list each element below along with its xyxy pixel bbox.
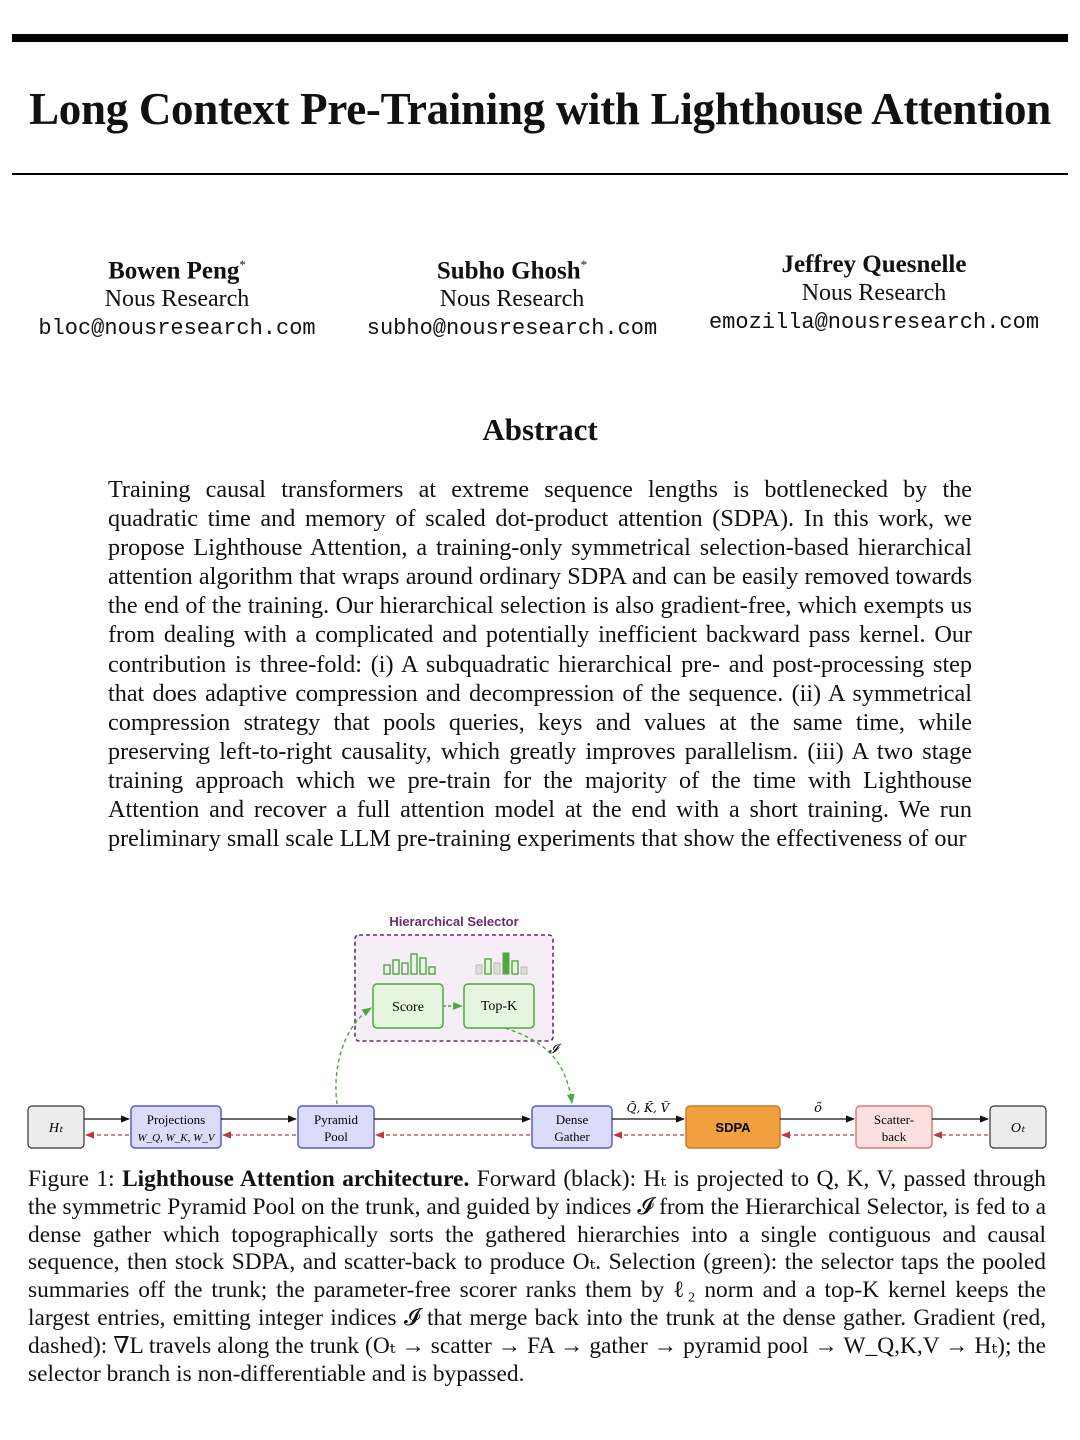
author-name: Bowen Peng [108, 257, 240, 285]
architecture-figure [0, 905, 1080, 1165]
author-affiliation: Nous Research [439, 286, 585, 313]
author-name: Subho Ghosh [436, 257, 581, 285]
equal-contribution-mark: * [580, 257, 588, 272]
projections-label: Projections [146, 1112, 206, 1127]
figure-caption [28, 1166, 1046, 1388]
indices-label: 𝓘 [549, 1042, 558, 1057]
author-block [22, 250, 332, 343]
abstract-body: Training causal transformers at extreme sequence lengths is bottlenecked by the quadratic time and memory of scaled dot-product attention (SDPA). In this work, we propose Lighthouse Attention, a training-only symmetrical selection-based hierarchical attention algorithm that wraps around ordinary SDPA and can be easily removed towards the end of the training. Our hierarchical selection is also gradient-free, which exempts us from dealing with a complicated and potentially inefficient backward pass kernel. Our contribution is three-fold: (i) A subquadratic hierarchical pre- and post-processing step that does adaptive compression and decompression of the sequence. (ii) A symmetrical compression strategy that pools queries, keys and values at the same time, while preserving left-to-right causality, which greatly improves parallelism. (iii) A two stage training approach which we pre-train for the majority of the time with Lighthouse Attention and recover a full attention model at the end with a short training. We run preliminary small scale LLM pre-training experiments that show the effectiveness of our [108, 476, 972, 853]
equal-contribution-mark: * [239, 257, 246, 272]
author-block [694, 250, 1054, 337]
qkv-edge-label: Q̃, K̃, Ṽ [626, 1101, 670, 1115]
author-email[interactable]: bloc@nousresearch.com [38, 316, 316, 342]
o-edge-label: õ [814, 1101, 822, 1116]
topk-label: Top-K [480, 999, 518, 1014]
caption-bold: Lighthouse Attention architecture. [122, 1166, 470, 1192]
caption-lead: Figure 1: [28, 1166, 123, 1192]
paper-title: Long Context Pre-Training with Lighthouse Attention [29, 84, 1051, 134]
author-email[interactable]: subho@nousresearch.com [366, 316, 658, 342]
top-rule [12, 34, 1068, 42]
selector-title: Hierarchical Selector [389, 914, 519, 929]
scatter-back-label-1: Scatter- [873, 1112, 915, 1127]
projections-weights-label: W_Q, W_K, W_V [137, 1132, 215, 1144]
author-email[interactable]: emozilla@nousresearch.com [708, 310, 1040, 335]
ot-label: Oₜ [1010, 1121, 1026, 1136]
sdpa-label: SDPA [715, 1120, 751, 1135]
author-name: Jeffrey Quesnelle [781, 251, 967, 278]
abstract-heading: Abstract [482, 412, 598, 447]
score-label: Score [392, 1000, 424, 1015]
dense-gather-label-1: Dense [555, 1112, 589, 1127]
ht-label: Hₜ [48, 1121, 64, 1136]
title-rule [12, 173, 1068, 175]
caption-text: Forward (black): Hₜ is projected to Q, K, V, passed through the symmetric Pyramid Pool on the trunk, and guided by indices 𝓘 from the Hierarchical Selector, is fed to a dense gather which topographically sorts the gathered hierarchies into a single contiguous and causal sequence, then stock SDPA, and scatter-back to produce Oₜ. Selection (green): the selector taps the pooled summaries off the trunk; the parameter-free scorer ranks them by ℓ₂ norm and a top-K kernel keeps the largest entries, emitting integer indices 𝓘 that merge back into the trunk at the dense gather. Gradient (red, dashed): ∇L travels along the trunk (Oₜ → scatter → FA → gather → pyramid pool → W_Q,K,V → Hₜ); the selector branch is non-differentiable and is bypassed. [28, 1166, 1046, 1387]
author-block [352, 250, 672, 343]
dense-gather-label-2: Gather [554, 1129, 590, 1144]
author-affiliation: Nous Research [104, 286, 250, 313]
pyramid-pool-label-1: Pyramid [313, 1112, 359, 1127]
pyramid-pool-label-2: Pool [324, 1129, 348, 1144]
author-affiliation: Nous Research [801, 280, 947, 306]
scatter-back-label-2: back [881, 1129, 907, 1144]
